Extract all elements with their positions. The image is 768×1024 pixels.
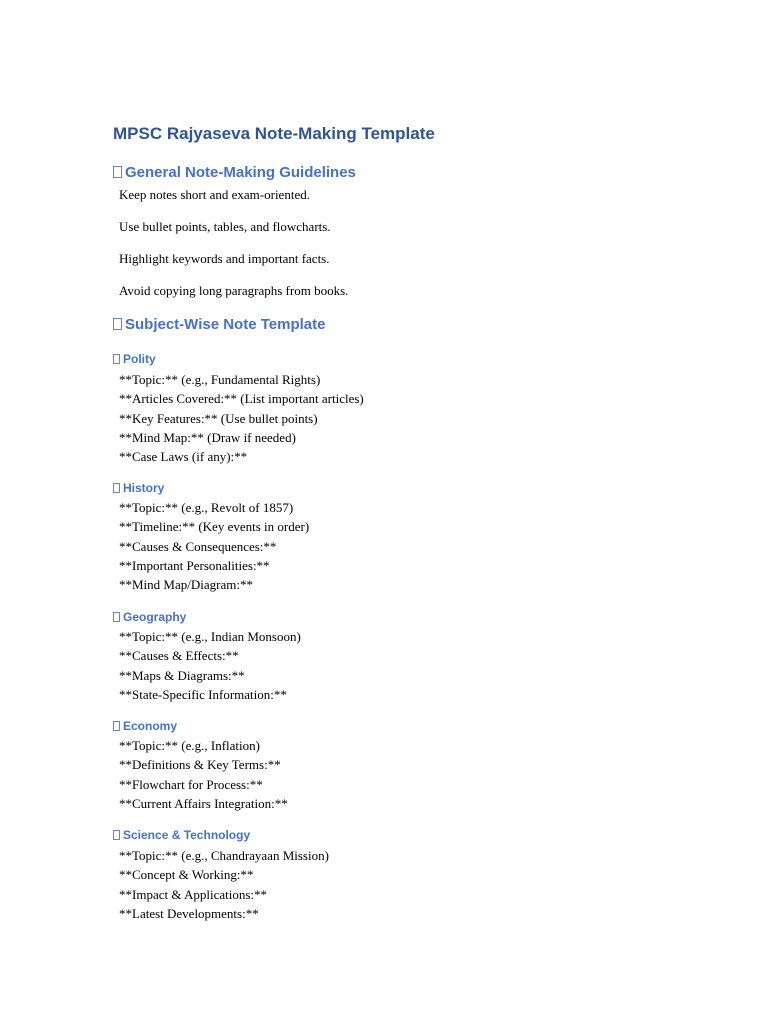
list-item: **Causes & Effects:**: [119, 648, 239, 664]
list-item: **State-Specific Information:**: [119, 686, 287, 702]
list-item: **Impact & Applications:**: [119, 886, 268, 902]
list-item: **Flowchart for Process:**: [119, 776, 263, 792]
document-title: MPSC Rajyaseva Note-Making Template: [113, 124, 435, 143]
missing-glyph-icon: [113, 318, 122, 330]
subject-heading-text: Economy: [123, 719, 178, 733]
list-item: **Topic:** (e.g., Fundamental Rights): [119, 372, 321, 387]
list-item: **Articles Covered:** (List important articles): [119, 391, 364, 407]
list-item: **Latest Developments:**: [119, 905, 259, 921]
subject-heading-text: History: [123, 481, 165, 495]
science-technology-items: [119, 848, 329, 925]
subject-heading-economy: [113, 719, 177, 733]
subject-heading-text: Geography: [123, 610, 187, 624]
subject-heading-geography: [113, 610, 186, 624]
subject-wise-heading-text: Subject-Wise Note Template: [125, 316, 326, 333]
guideline-line: Keep notes short and exam-oriented.: [119, 187, 310, 202]
subject-wise-heading: [113, 316, 325, 333]
subject-heading-history: [113, 481, 164, 495]
guideline-line: Avoid copying long paragraphs from books.: [119, 283, 349, 298]
subject-heading-polity: [113, 352, 156, 366]
list-item: **Topic:** (e.g., Inflation): [119, 738, 260, 753]
geography-items: [119, 629, 301, 706]
list-item: **Topic:** (e.g., Chandrayaan Mission): [119, 848, 329, 863]
missing-glyph-icon: [113, 483, 120, 493]
economy-items: [119, 738, 288, 815]
missing-glyph-icon: [113, 166, 122, 178]
list-item: **Case Laws (if any):**: [119, 449, 248, 465]
list-item: **Key Features:** (Use bullet points): [119, 410, 318, 426]
history-items: [119, 500, 309, 596]
list-item: **Maps & Diagrams:**: [119, 667, 245, 683]
general-guidelines-heading-text: General Note-Making Guidelines: [125, 164, 356, 181]
missing-glyph-icon: [113, 612, 120, 622]
list-item: **Definitions & Key Terms:**: [119, 757, 281, 773]
guideline-line: Use bullet points, tables, and flowcharts.: [119, 219, 331, 234]
subject-heading-text: Polity: [123, 352, 156, 366]
list-item: **Topic:** (e.g., Indian Monsoon): [119, 629, 301, 644]
list-item: **Mind Map:** (Draw if needed): [119, 429, 296, 445]
list-item: **Concept & Working:**: [119, 867, 254, 883]
list-item: **Topic:** (e.g., Revolt of 1857): [119, 500, 294, 515]
missing-glyph-icon: [113, 354, 120, 364]
general-guidelines-heading: [113, 164, 356, 181]
list-item: **Timeline:** (Key events in order): [119, 519, 310, 535]
polity-items: [119, 372, 364, 468]
missing-glyph-icon: [113, 830, 120, 840]
guideline-line: Highlight keywords and important facts.: [119, 251, 330, 266]
list-item: **Mind Map/Diagram:**: [119, 577, 253, 593]
missing-glyph-icon: [113, 721, 120, 731]
list-item: **Current Affairs Integration:**: [119, 795, 288, 811]
subject-heading-science-technology: [113, 828, 250, 842]
list-item: **Causes & Consequences:**: [119, 538, 277, 554]
list-item: **Important Personalities:**: [119, 557, 270, 573]
subject-heading-text: Science & Technology: [123, 828, 251, 842]
